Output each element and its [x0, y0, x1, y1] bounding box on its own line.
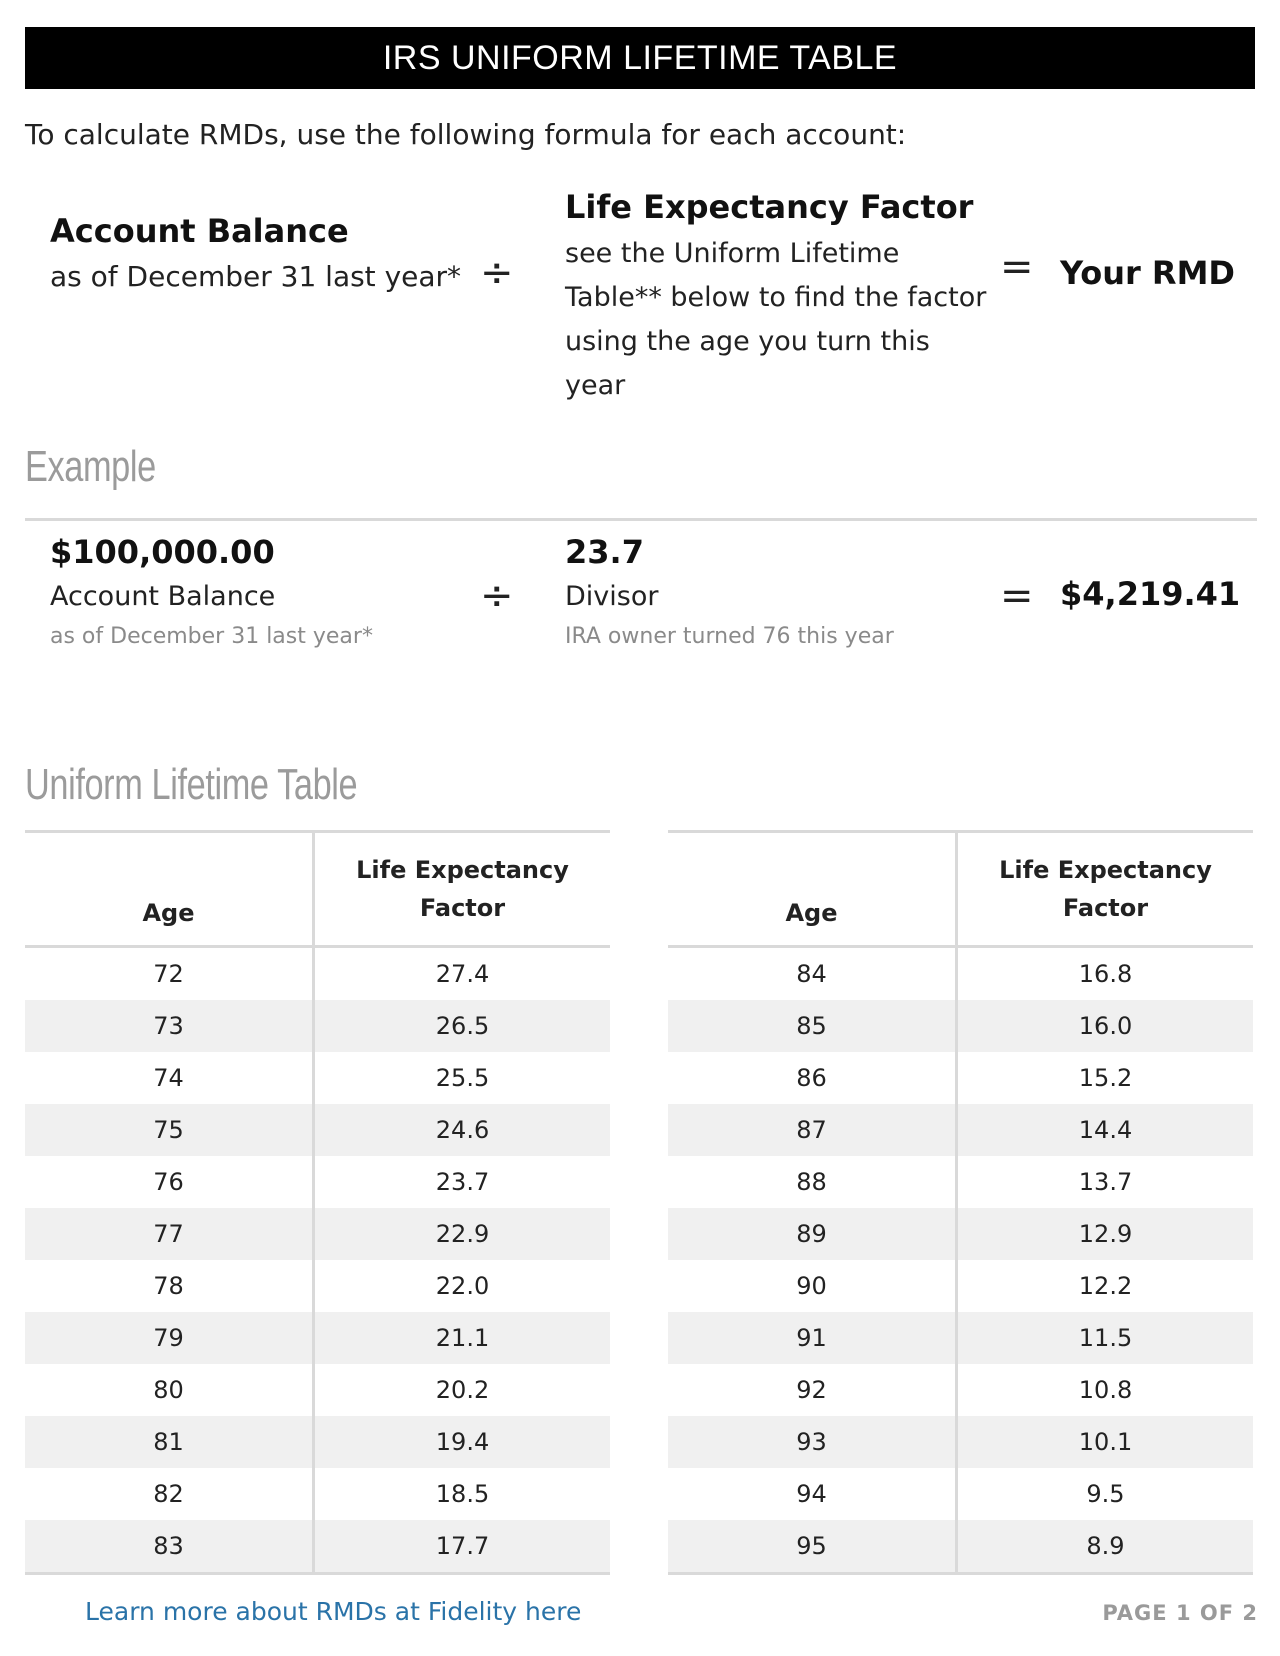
- table-row: [668, 1052, 1253, 1104]
- formula-result: Your RMD: [1060, 254, 1235, 292]
- col-age-header: Age: [25, 833, 315, 945]
- age-cell: 82: [25, 1468, 315, 1520]
- table-row: [668, 1156, 1253, 1208]
- table-header: [668, 833, 1253, 948]
- table-row: [25, 1104, 610, 1156]
- factor-cell: 13.7: [1078, 1168, 1133, 1196]
- age-cell: 92: [668, 1364, 958, 1416]
- factor-cell: 20.2: [435, 1376, 490, 1404]
- col-factor-header: [315, 833, 610, 945]
- col-factor-header-line2: Factor: [1062, 894, 1149, 922]
- table-body: [668, 948, 1253, 1572]
- example-divisor: [565, 533, 894, 649]
- table-row: [668, 1000, 1253, 1052]
- formula-balance: [50, 212, 461, 293]
- age-cell: 90: [668, 1260, 958, 1312]
- table-row: [25, 1364, 610, 1416]
- table-row: [668, 1520, 1253, 1572]
- table-row: [668, 1468, 1253, 1520]
- factor-cell: 26.5: [435, 1012, 490, 1040]
- age-cell: 89: [668, 1208, 958, 1260]
- table-row: [668, 1260, 1253, 1312]
- table-row: [668, 948, 1253, 1000]
- table-row: [25, 948, 610, 1000]
- example-divisor-note: IRA owner turned 76 this year: [565, 624, 894, 649]
- table-row: [25, 1156, 610, 1208]
- formula-balance-sub: as of December 31 last year*: [50, 260, 462, 293]
- table-row: [25, 1052, 610, 1104]
- table-row: [668, 1312, 1253, 1364]
- factor-cell: 25.5: [435, 1064, 490, 1092]
- example-balance: [50, 533, 373, 649]
- table-body: [25, 948, 610, 1572]
- intro-text: To calculate RMDs, use the following formula for each account:: [25, 118, 907, 151]
- table-row: [25, 1416, 610, 1468]
- formula-balance-title: Account Balance: [50, 212, 349, 250]
- factor-cell: 15.2: [1078, 1064, 1133, 1092]
- factor-cell: 12.2: [1078, 1272, 1133, 1300]
- page-number: PAGE 1 OF 2: [1102, 1601, 1258, 1625]
- factor-cell: 18.5: [435, 1480, 490, 1508]
- factor-cell: 16.8: [1078, 960, 1133, 988]
- table-heading: Uniform Lifetime Table: [25, 760, 358, 809]
- factor-cell: 19.4: [435, 1428, 490, 1456]
- factor-cell: 23.7: [435, 1168, 490, 1196]
- formula-factor-desc: [565, 232, 995, 408]
- age-cell: 83: [25, 1520, 315, 1572]
- example-divisor-label: Divisor: [565, 581, 659, 612]
- age-cell: 72: [25, 948, 315, 1000]
- factor-cell: 21.1: [435, 1324, 490, 1352]
- table-row: [25, 1260, 610, 1312]
- table-row: [25, 1312, 610, 1364]
- factor-cell: 22.9: [435, 1220, 490, 1248]
- age-cell: 84: [668, 948, 958, 1000]
- factor-cell: 10.8: [1078, 1376, 1133, 1404]
- age-cell: 85: [668, 1000, 958, 1052]
- formula-section: [25, 182, 1255, 401]
- factor-cell: 9.5: [1086, 1480, 1125, 1508]
- factor-cell: 27.4: [435, 960, 490, 988]
- example-balance-note: as of December 31 last year*: [50, 624, 373, 649]
- factor-cell: 12.9: [1078, 1220, 1133, 1248]
- example-result: $4,219.41: [1060, 575, 1241, 613]
- factor-cell: 17.7: [435, 1532, 490, 1560]
- table-row: [668, 1364, 1253, 1416]
- equals-icon: =: [1000, 244, 1034, 290]
- table-row: [25, 1000, 610, 1052]
- example-balance-value: $100,000.00: [50, 533, 275, 571]
- col-age-header: Age: [668, 833, 958, 945]
- factor-cell: 14.4: [1078, 1116, 1133, 1144]
- factor-cell: 11.5: [1078, 1324, 1133, 1352]
- equals-icon: =: [1000, 573, 1034, 619]
- factor-cell: 22.0: [435, 1272, 490, 1300]
- table-row: [25, 1520, 610, 1572]
- age-cell: 75: [25, 1104, 315, 1156]
- table-row: [668, 1208, 1253, 1260]
- col-factor-header-line2: Factor: [419, 894, 506, 922]
- table-row: [25, 1208, 610, 1260]
- lifetime-table-left: [25, 830, 610, 1575]
- formula-factor: [565, 188, 995, 408]
- age-cell: 81: [25, 1416, 315, 1468]
- age-cell: 86: [668, 1052, 958, 1104]
- age-cell: 78: [25, 1260, 315, 1312]
- col-factor-header-line1: Life Expectancy: [356, 856, 569, 884]
- page-title: IRS UNIFORM LIFETIME TABLE: [382, 38, 898, 77]
- example-divider: [25, 518, 1257, 521]
- factor-cell: 24.6: [435, 1116, 490, 1144]
- table-row: [668, 1416, 1253, 1468]
- age-cell: 77: [25, 1208, 315, 1260]
- col-factor-header-line1: Life Expectancy: [999, 856, 1212, 884]
- formula-factor-title: Life Expectancy Factor: [565, 188, 974, 226]
- age-cell: 91: [668, 1312, 958, 1364]
- page-title-bar: [25, 27, 1255, 89]
- table-row: [25, 1468, 610, 1520]
- age-cell: 76: [25, 1156, 315, 1208]
- age-cell: 93: [668, 1416, 958, 1468]
- table-row: [668, 1104, 1253, 1156]
- age-cell: 95: [668, 1520, 958, 1572]
- age-cell: 88: [668, 1156, 958, 1208]
- example-section: [25, 533, 1255, 663]
- age-cell: 80: [25, 1364, 315, 1416]
- divide-icon: ÷: [480, 250, 514, 296]
- col-factor-header: [958, 833, 1253, 945]
- example-divisor-value: 23.7: [565, 533, 644, 571]
- factor-cell: 16.0: [1078, 1012, 1133, 1040]
- divide-icon: ÷: [480, 573, 514, 619]
- age-cell: 79: [25, 1312, 315, 1364]
- lifetime-table-right: [668, 830, 1253, 1575]
- rmd-learn-more-link[interactable]: Learn more about RMDs at Fidelity here: [85, 1597, 582, 1626]
- formula-factor-line: see the Uniform Lifetime: [565, 238, 900, 269]
- formula-factor-line: Table** below to find the factor: [565, 282, 987, 313]
- example-balance-label: Account Balance: [50, 581, 276, 612]
- age-cell: 73: [25, 1000, 315, 1052]
- age-cell: 87: [668, 1104, 958, 1156]
- example-heading: Example: [25, 442, 156, 491]
- factor-cell: 10.1: [1078, 1428, 1133, 1456]
- age-cell: 94: [668, 1468, 958, 1520]
- table-header: [25, 833, 610, 948]
- age-cell: 74: [25, 1052, 315, 1104]
- formula-factor-line: using the age you turn this year: [565, 326, 930, 401]
- factor-cell: 8.9: [1086, 1532, 1125, 1560]
